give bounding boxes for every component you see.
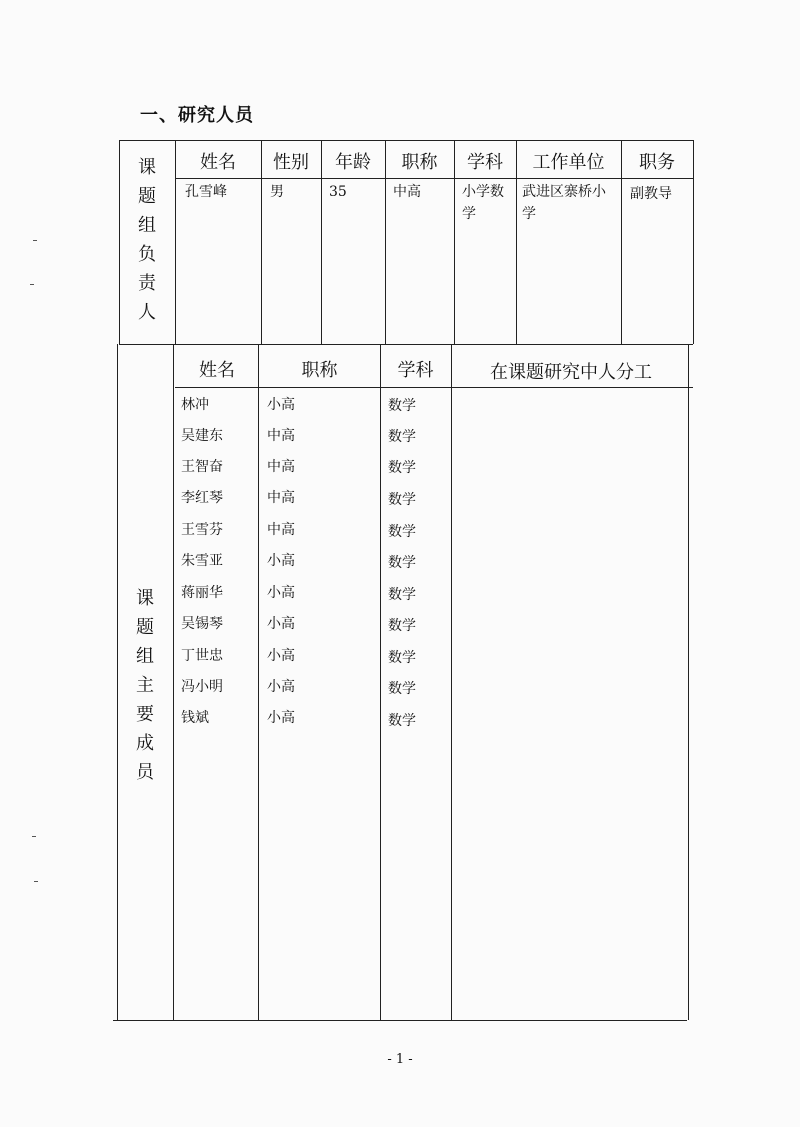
member-name: 钱斌 xyxy=(181,710,209,726)
member-name: 朱雪亚 xyxy=(181,553,223,569)
leader-unit-line2: 学 xyxy=(522,206,536,222)
leader-name: 孔雪峰 xyxy=(185,184,227,200)
scan-speck xyxy=(30,284,34,285)
leader-subject-line2: 学 xyxy=(462,206,476,222)
leader-header-title: 职称 xyxy=(401,152,438,173)
member-title: 中高 xyxy=(267,490,295,506)
member-title: 中高 xyxy=(267,428,295,444)
members-header-name: 姓名 xyxy=(199,360,235,381)
member-title: 中高 xyxy=(267,522,295,538)
scan-speck xyxy=(32,836,36,837)
member-subject: 数学 xyxy=(388,398,416,414)
member-subject: 数学 xyxy=(388,492,416,508)
member-subject: 数学 xyxy=(388,618,416,634)
leader-gender: 男 xyxy=(270,184,284,200)
member-name: 蒋丽华 xyxy=(181,585,223,601)
member-subject: 数学 xyxy=(388,524,416,540)
section-title: 一、研究人员 xyxy=(140,105,254,126)
leader-header-gender: 性别 xyxy=(273,152,309,173)
member-title: 小高 xyxy=(267,616,295,632)
member-name: 王智奋 xyxy=(181,459,223,475)
member-name: 王雪芬 xyxy=(181,522,223,538)
member-title: 小高 xyxy=(267,710,295,726)
member-name: 吴建东 xyxy=(181,428,223,444)
member-title: 中高 xyxy=(267,459,295,475)
leader-age: 35 xyxy=(329,184,347,200)
member-subject: 数学 xyxy=(388,681,416,697)
leader-title: 中高 xyxy=(393,184,421,200)
leader-subject-line1: 小学数 xyxy=(462,184,504,200)
leader-position: 副教导 xyxy=(630,186,672,202)
member-subject: 数学 xyxy=(388,460,416,476)
leader-side-label: 课题组负责人 xyxy=(138,157,156,323)
scan-speck xyxy=(33,240,37,241)
member-title: 小高 xyxy=(267,679,295,695)
member-name: 冯小明 xyxy=(181,679,223,695)
member-subject: 数学 xyxy=(388,587,416,603)
member-title: 小高 xyxy=(267,585,295,601)
member-title: 小高 xyxy=(267,553,295,569)
leader-header-name: 姓名 xyxy=(200,152,236,173)
member-subject: 数学 xyxy=(388,713,416,729)
leader-header-unit: 工作单位 xyxy=(532,152,605,173)
member-title: 小高 xyxy=(267,648,295,664)
member-title: 小高 xyxy=(267,397,295,413)
leader-header-position: 职务 xyxy=(639,152,675,173)
members-side-label: 课题组主要成员 xyxy=(136,588,154,783)
member-name: 李红琴 xyxy=(181,490,223,506)
leader-header-age: 年龄 xyxy=(335,152,371,173)
leader-unit-line1: 武进区寨桥小 xyxy=(522,184,606,200)
member-subject: 数学 xyxy=(388,555,416,571)
member-name: 吴锡琴 xyxy=(181,616,223,632)
leader-header-subject: 学科 xyxy=(467,152,503,173)
member-name: 林冲 xyxy=(181,397,209,413)
member-subject: 数学 xyxy=(388,650,416,666)
scan-speck xyxy=(34,881,38,882)
page-number: - 1 - xyxy=(387,1052,413,1067)
member-name: 丁世忠 xyxy=(181,648,223,664)
members-header-title: 职称 xyxy=(301,360,338,381)
members-header-role: 在课题研究中人分工 xyxy=(490,362,652,383)
members-header-subject: 学科 xyxy=(397,360,434,381)
member-subject: 数学 xyxy=(388,429,416,445)
